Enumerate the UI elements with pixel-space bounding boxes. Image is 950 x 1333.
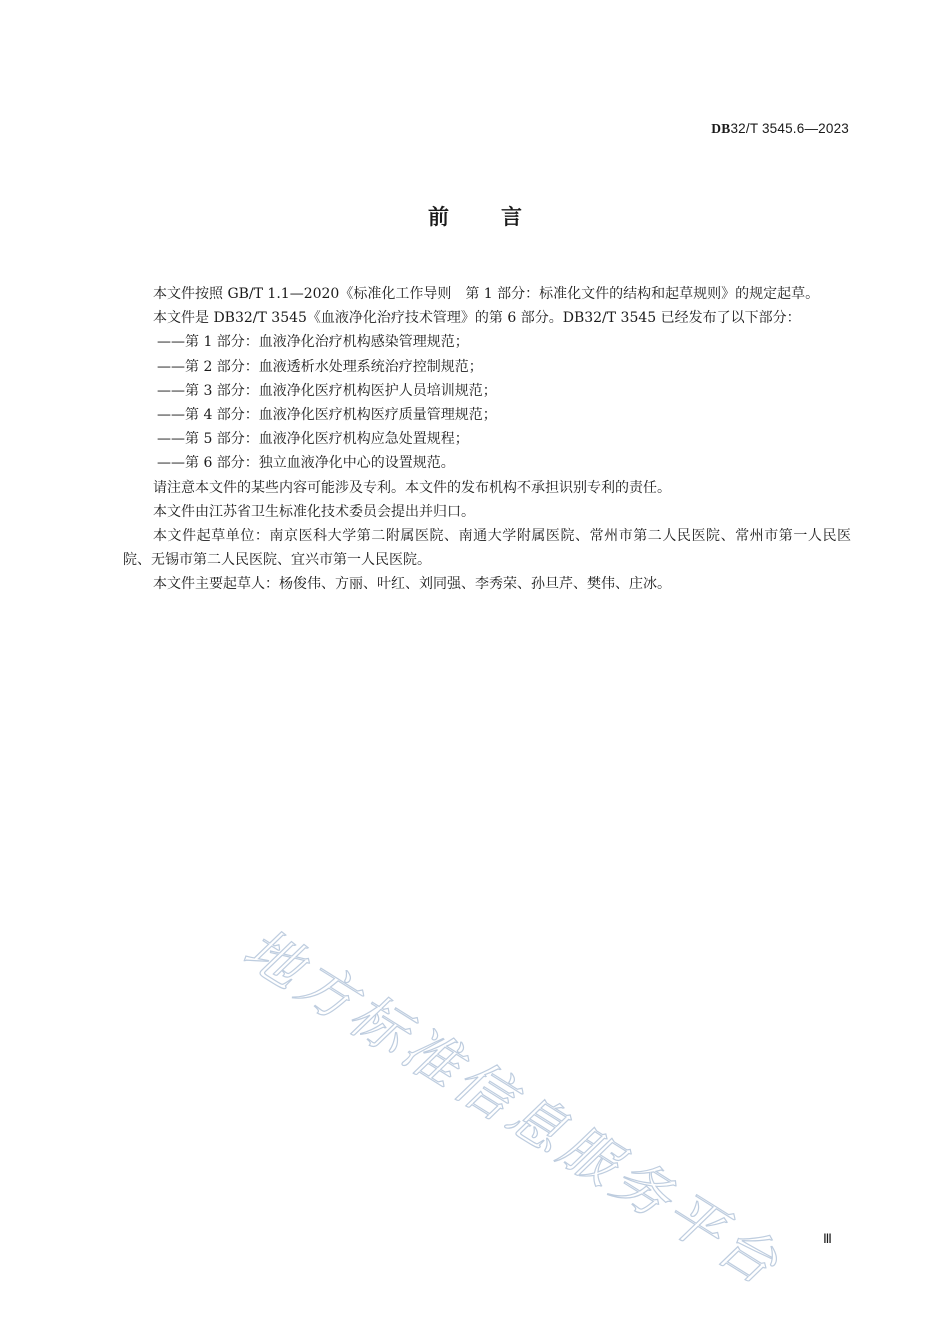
list-item-part-6: ——第 6 部分：独立血液净化中心的设置规范。 (157, 455, 455, 472)
paragraph-proposer: 本文件由江苏省卫生标准化技术委员会提出并归口。 (153, 503, 475, 520)
paragraph-drafting-units: 本文件起草单位：南京医科大学第二附属医院、南通大学附属医院、常州市第二人民医院、常州市第一人民医院、无锡市第二人民医院、宜兴市第一人民医院。 (123, 528, 851, 569)
standard-code-number: 32/T 3545.6—2023 (730, 121, 849, 136)
watermark: 地方标准信息服务平台 (232, 916, 793, 1300)
document-body (123, 282, 851, 597)
page-title: 前言 (428, 205, 574, 229)
list-item-part-2: ——第 2 部分：血液透析水处理系统治疗控制规范； (157, 358, 483, 375)
list-item-part-1: ——第 1 部分：血液净化治疗机构感染管理规范； (157, 334, 469, 351)
list-item-part-4: ——第 4 部分：血液净化医疗机构医疗质量管理规范； (157, 407, 497, 424)
paragraph-drafters: 本文件主要起草人：杨俊伟、方丽、叶红、刘同强、李秀荣、孙旦芹、樊伟、庄冰。 (153, 576, 671, 593)
paragraph-drafting-basis: 本文件按照 GB/T 1.1—2020《标准化工作导则 第 1 部分：标准化文件的结构和起草规则》的规定起草。 (153, 286, 820, 302)
paragraph-patent-notice: 请注意本文件的某些内容可能涉及专利。本文件的发布机构不承担识别专利的责任。 (153, 479, 671, 496)
list-item-part-3: ——第 3 部分：血液净化医疗机构医护人员培训规范； (157, 382, 497, 399)
paragraph-series-intro: 本文件是 DB32/T 3545《血液净化治疗技术管理》的第 6 部分。DB32/T 3545 已经发布了以下部分： (153, 310, 801, 327)
page-number: Ⅲ (823, 1231, 832, 1246)
list-item-part-5: ——第 5 部分：血液净化医疗机构应急处置规程； (157, 431, 469, 448)
standard-code-prefix: DB (711, 121, 731, 136)
standard-code (711, 121, 849, 137)
